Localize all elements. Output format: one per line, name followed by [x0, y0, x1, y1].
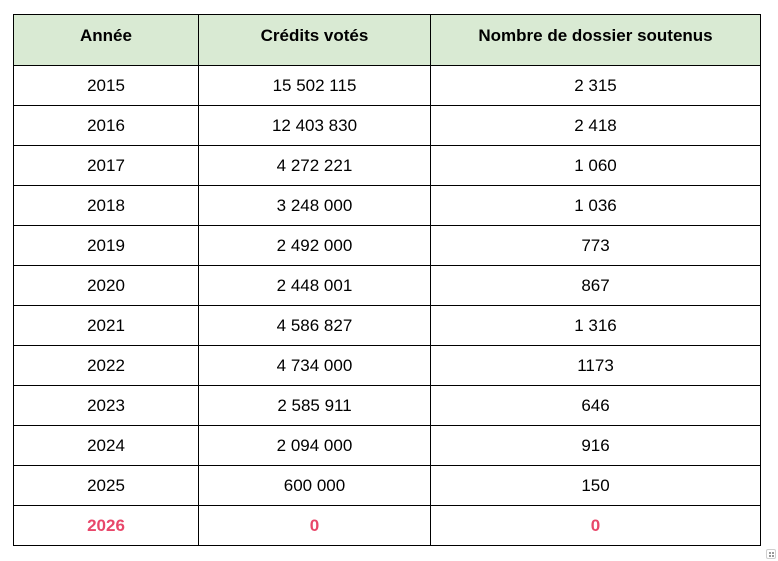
table-row	[14, 266, 761, 306]
cell-credits: 12 403 830	[199, 106, 431, 146]
cell-annee: 2026	[14, 506, 199, 546]
cell-dossiers: 867	[431, 266, 761, 306]
table-row	[14, 186, 761, 226]
table-row	[14, 386, 761, 426]
resize-handle-icon[interactable]	[766, 549, 776, 559]
cell-credits: 0	[199, 506, 431, 546]
cell-annee: 2022	[14, 346, 199, 386]
cell-credits: 2 492 000	[199, 226, 431, 266]
cell-credits: 2 585 911	[199, 386, 431, 426]
table-row	[14, 466, 761, 506]
table-row-highlighted	[14, 506, 761, 546]
table-header-row	[14, 15, 761, 66]
table-row	[14, 426, 761, 466]
cell-annee: 2018	[14, 186, 199, 226]
cell-dossiers: 2 418	[431, 106, 761, 146]
table-row	[14, 346, 761, 386]
cell-credits: 4 272 221	[199, 146, 431, 186]
data-table	[13, 14, 761, 546]
table-row	[14, 106, 761, 146]
cell-credits: 15 502 115	[199, 66, 431, 106]
cell-annee: 2024	[14, 426, 199, 466]
cell-credits: 4 586 827	[199, 306, 431, 346]
cell-annee: 2025	[14, 466, 199, 506]
cell-credits: 2 448 001	[199, 266, 431, 306]
cell-dossiers: 646	[431, 386, 761, 426]
cell-dossiers: 1173	[431, 346, 761, 386]
header-nombre-dossiers: Nombre de dossier soutenus	[431, 15, 761, 66]
cell-credits: 600 000	[199, 466, 431, 506]
cell-annee: 2023	[14, 386, 199, 426]
cell-dossiers: 2 315	[431, 66, 761, 106]
table-row	[14, 226, 761, 266]
cell-annee: 2019	[14, 226, 199, 266]
cell-dossiers: 1 060	[431, 146, 761, 186]
table-row	[14, 146, 761, 186]
table-row	[14, 306, 761, 346]
cell-annee: 2020	[14, 266, 199, 306]
cell-dossiers: 0	[431, 506, 761, 546]
header-annee: Année	[14, 15, 199, 66]
cell-annee: 2017	[14, 146, 199, 186]
cell-annee: 2021	[14, 306, 199, 346]
cell-dossiers: 150	[431, 466, 761, 506]
cell-credits: 4 734 000	[199, 346, 431, 386]
table-row	[14, 66, 761, 106]
cell-credits: 2 094 000	[199, 426, 431, 466]
cell-dossiers: 773	[431, 226, 761, 266]
header-credits-votes: Crédits votés	[199, 15, 431, 66]
cell-dossiers: 1 036	[431, 186, 761, 226]
cell-credits: 3 248 000	[199, 186, 431, 226]
cell-dossiers: 916	[431, 426, 761, 466]
cell-annee: 2016	[14, 106, 199, 146]
cell-dossiers: 1 316	[431, 306, 761, 346]
cell-annee: 2015	[14, 66, 199, 106]
